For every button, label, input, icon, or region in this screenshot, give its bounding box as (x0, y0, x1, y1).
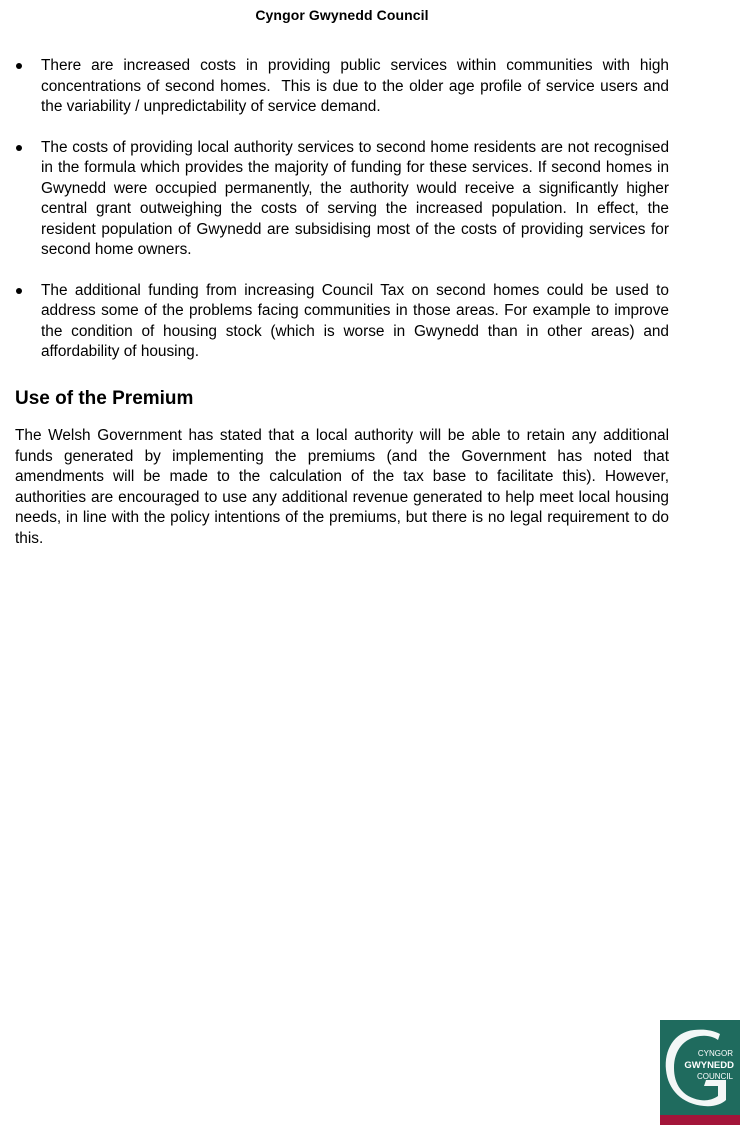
page-header: Cyngor Gwynedd Council (255, 7, 429, 23)
section-paragraph: The Welsh Government has stated that a local authority will be able to retain any additional funds generated by implementing the premiums (and the Government has noted that amendments will be made to the calculation of the tax base to facilitate this). However, authorities are encouraged to use any additional revenue generated to help meet local housing needs, in line with the policy intentions of the premiums, but there is no legal requirement to do this. (15, 427, 669, 547)
section-heading: Use of the Premium (15, 388, 194, 409)
logo-line-2: GWYNEDD (684, 1060, 734, 1071)
council-logo (660, 1020, 740, 1125)
bullet-text: There are increased costs in providing public services within communities with high concentrations of second homes. This is due to the older age profile of service users and the variability / unpredictability of service demand. (41, 57, 669, 115)
bullet-icon (16, 145, 22, 151)
bullet-icon (16, 63, 22, 69)
bullet-item-additional-funding (15, 281, 669, 363)
bullet-item-funding-formula (15, 138, 669, 261)
bullet-text: The costs of providing local authority services to second home residents are not recognised in the formula which provides the majority of funding for these services. If second homes in Gwynedd were occupied permanently, the authority would receive a significantly higher central grant outweighing the costs of serving the increased population. In effect, the resident population of Gwynedd are subsidising most of the costs of providing services for second home owners. (41, 138, 669, 258)
logo-line-3: COUNCIL (696, 1072, 733, 1081)
bullet-list (15, 56, 669, 383)
bullet-text: The additional funding from increasing Council Tax on second homes could be used to address some of the problems facing communities in those areas. For example to improve the condition of housing stock (which is worse in Gwynedd than in other areas) and affordability of housing. (41, 281, 669, 360)
bullet-item-costs (15, 56, 669, 118)
logo-red-strip (660, 1115, 740, 1125)
bullet-icon (16, 288, 22, 294)
logo-line-1: CYNGOR (697, 1049, 733, 1058)
